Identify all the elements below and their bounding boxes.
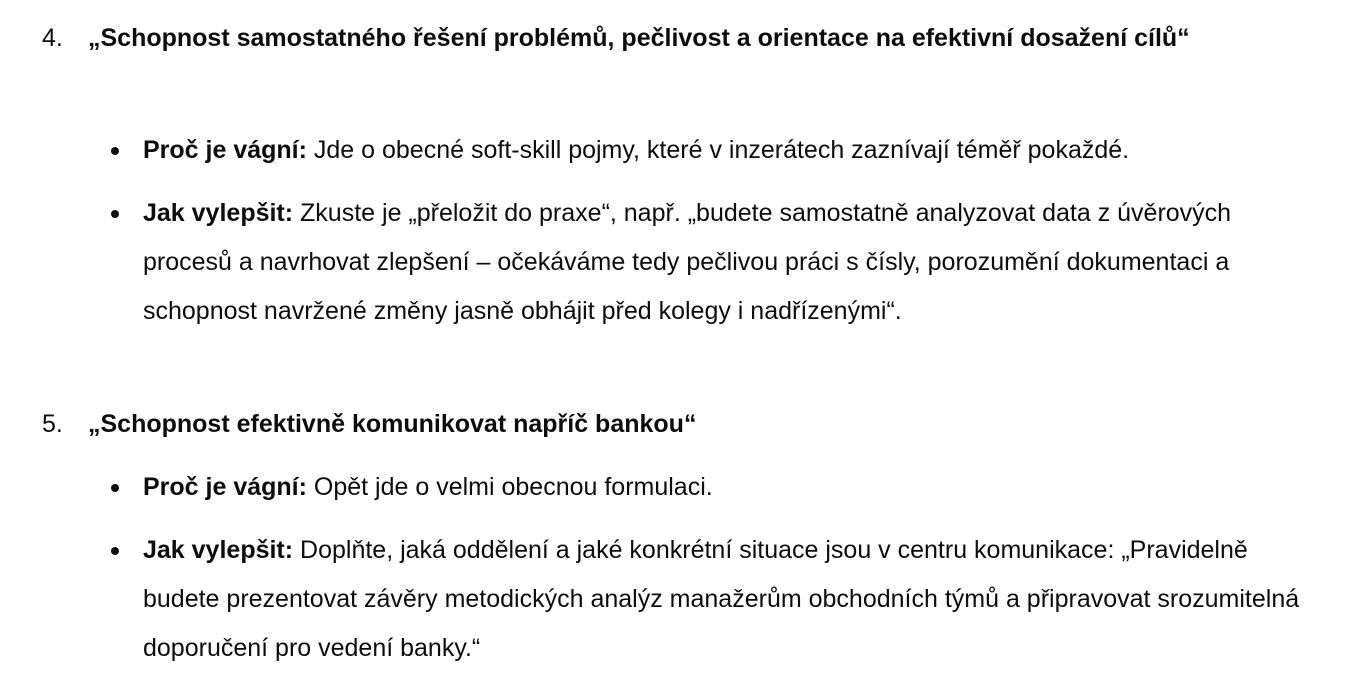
bullet-body: Jde o obecné soft-skill pojmy, které v inzerátech zaznívají téměř pokaždé. — [306, 136, 1130, 164]
bullet-dot — [111, 210, 119, 218]
bullet-text — [143, 526, 1303, 673]
bullet-dot — [111, 147, 119, 155]
bullet-body: Doplňte, jaká oddělení a jaké konkrétní situace jsou v centru komunikace: „Pravidelně budete prezentovat závěry metodických analýz manažerům obchodních týmů a připravovat srozumitelná doporučení pro vedení banky.“ — [143, 536, 1300, 662]
bullet-text — [143, 189, 1303, 336]
bullet-dot — [111, 547, 119, 555]
bullet-label: Proč je vágní: — [143, 473, 307, 501]
bullet-label: Jak vylepšit: — [143, 536, 294, 564]
bullet-text — [143, 126, 1303, 175]
bullet-label: Proč je vágní: — [143, 136, 307, 164]
bullet-dot — [111, 484, 119, 492]
list-item-title: „Schopnost efektivně komunikovat napříč bankou“ — [88, 410, 697, 438]
list-item-title: „Schopnost samostatného řešení problémů, pečlivost a orientace na efektivní dosažení cílů“ — [88, 24, 1190, 52]
bullet-body: Zkuste je „přeložit do praxe“, např. „budete samostatně analyzovat data z úvěrových procesů a navrhovat zlepšení – očekáváme tedy pečlivou práci s čísly, porozumění dokumentaci a schopnost navržené změny jasně obhájit před kolegy i nadřízenými“. — [143, 199, 1232, 325]
list-item-number: 5. — [42, 410, 63, 438]
list-item-number: 4. — [42, 24, 63, 52]
bullet-text — [143, 463, 1303, 512]
bullet-body: Opět jde o velmi obecnou formulaci. — [306, 473, 713, 501]
bullet-label: Jak vylepšit: — [143, 199, 294, 227]
